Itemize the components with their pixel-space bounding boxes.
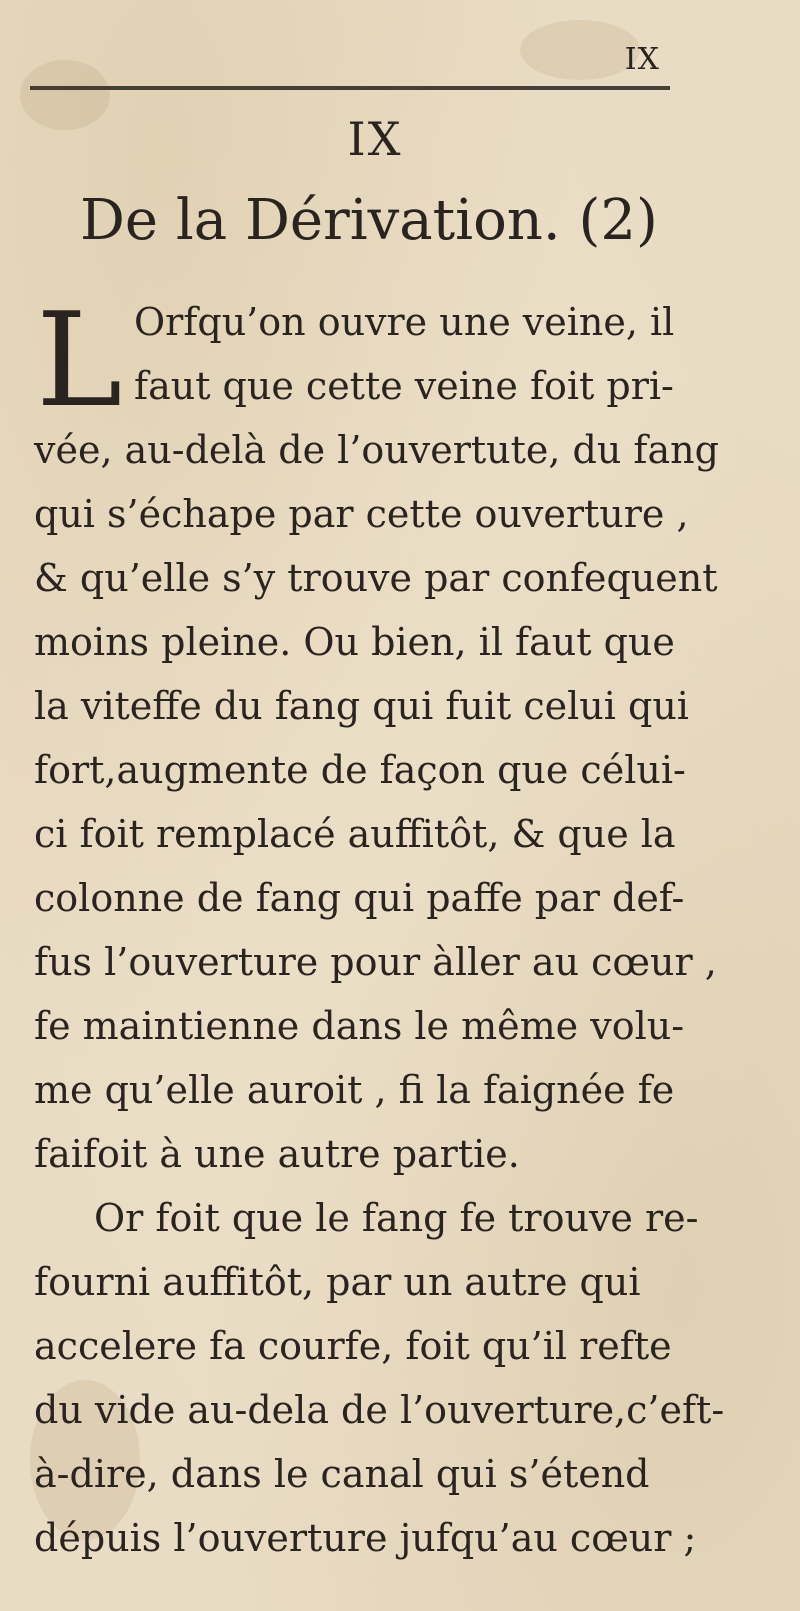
text-line: ci foit remplacé auffitôt, & que la bbox=[34, 812, 676, 856]
text-line: qui s’échape par cette ouverture , bbox=[34, 492, 689, 536]
text-line: fort,augmente de façon que célui- bbox=[34, 748, 686, 792]
text-line: Or foit que le fang fe trouve re- bbox=[94, 1196, 699, 1240]
text-line: à-dire, dans le canal qui s’étend bbox=[34, 1452, 650, 1496]
text-line: faifoit à une autre partie. bbox=[34, 1132, 520, 1176]
chapter-title: De la Dérivation. (2) bbox=[80, 188, 658, 253]
paper-stain bbox=[520, 20, 640, 80]
text-line: & qu’elle s’y trouve par confequent bbox=[34, 556, 718, 600]
text-line: Orfqu’on ouvre une veine, il bbox=[134, 300, 675, 344]
text-line: la viteffe du fang qui fuit celui qui bbox=[34, 684, 689, 728]
text-line: faut que cette veine foit pri- bbox=[134, 364, 674, 408]
chapter-number: IX bbox=[347, 112, 403, 166]
text-line: du vide au-dela de l’ouverture,c’eft- bbox=[34, 1388, 725, 1432]
header-catchword: IX bbox=[624, 42, 660, 77]
text-line: me qu’elle auroit , fi la faignée fe bbox=[34, 1068, 675, 1112]
text-line: fourni auffitôt, par un autre qui bbox=[34, 1260, 641, 1304]
header-rule bbox=[30, 86, 670, 90]
text-line: fus l’ouverture pour àller au cœur , bbox=[34, 940, 717, 984]
body-text bbox=[34, 284, 754, 1570]
text-line: fe maintienne dans le même volu- bbox=[34, 1004, 685, 1048]
text-line: dépuis l’ouverture jufqu’au cœur ; bbox=[34, 1516, 697, 1560]
text-line: vée, au-delà de l’ouvertute, du fang bbox=[34, 428, 719, 472]
text-line: moins pleine. Ou bien, il faut que bbox=[34, 620, 675, 664]
drop-cap: L bbox=[36, 284, 123, 436]
text-line: accelere fa courfe, foit qu’il refte bbox=[34, 1324, 672, 1368]
text-line: colonne de fang qui paffe par def- bbox=[34, 876, 685, 920]
